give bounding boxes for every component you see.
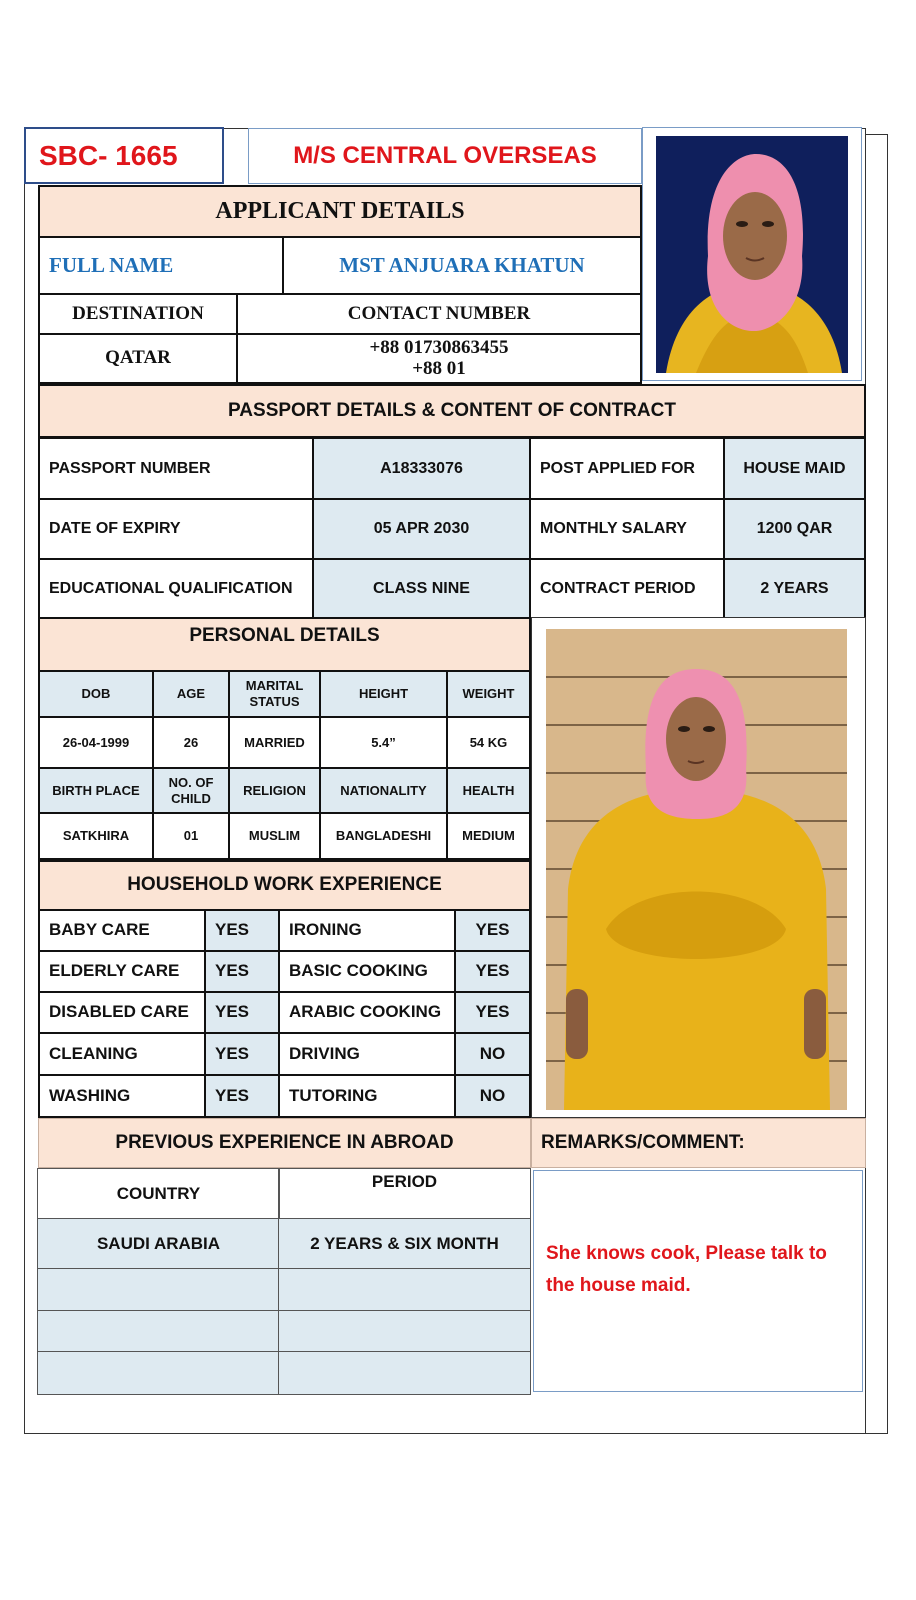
ref-code-box: SBC- 1665 — [24, 127, 224, 184]
destination-value: QATAR — [38, 333, 238, 384]
skill-tutoring: TUTORING — [278, 1074, 456, 1118]
skill-basic-cooking: BASIC COOKING — [278, 950, 456, 993]
destination-label: DESTINATION — [38, 293, 238, 335]
skill-basic-cooking-answer: YES — [454, 950, 531, 993]
personal-children-value: 01 — [152, 812, 230, 860]
personal-header-age: AGE — [152, 670, 230, 718]
personal-weight-value: 54 KG — [446, 716, 531, 769]
contact-number-1: +88 01730863455 — [369, 336, 509, 358]
personal-health-value: MEDIUM — [446, 812, 531, 860]
skill-arabic-cooking-answer: YES — [454, 991, 531, 1034]
contract-period-label: CONTRACT PERIOD — [529, 558, 725, 619]
abroad-empty-row — [278, 1351, 531, 1395]
personal-header-birthplace: BIRTH PLACE — [38, 767, 154, 814]
contact-number-label: CONTACT NUMBER — [236, 293, 642, 335]
personal-header-weight: WEIGHT — [446, 670, 531, 718]
applicant-details-title: APPLICANT DETAILS — [38, 185, 642, 238]
skill-elderly-care-answer: YES — [204, 950, 280, 993]
personal-height-value: 5.4” — [319, 716, 448, 769]
passport-number-value: A18333076 — [312, 437, 531, 500]
skill-baby-care-answer: YES — [204, 909, 280, 952]
education-label: EDUCATIONAL QUALIFICATION — [38, 558, 314, 619]
personal-details-title: PERSONAL DETAILS — [38, 617, 531, 672]
abroad-empty-row — [278, 1310, 531, 1353]
post-applied-label: POST APPLIED FOR — [529, 437, 725, 500]
expiry-value: 05 APR 2030 — [312, 498, 531, 560]
abroad-period-1: 2 YEARS & SIX MONTH — [278, 1218, 531, 1270]
contract-period-value: 2 YEARS — [723, 558, 866, 619]
personal-age-value: 26 — [152, 716, 230, 769]
abroad-empty-row — [278, 1268, 531, 1312]
skill-cleaning: CLEANING — [38, 1032, 206, 1076]
skill-driving: DRIVING — [278, 1032, 456, 1076]
household-section-title: HOUSEHOLD WORK EXPERIENCE — [38, 860, 531, 911]
personal-header-children: NO. OF CHILD — [152, 767, 230, 814]
salary-label: MONTHLY SALARY — [529, 498, 725, 560]
abroad-period-header: PERIOD — [278, 1168, 531, 1220]
abroad-empty-row — [37, 1310, 280, 1353]
skill-arabic-cooking: ARABIC COOKING — [278, 991, 456, 1034]
skill-ironing: IRONING — [278, 909, 456, 952]
remarks-text: She knows cook, Please talk to the house maid. — [546, 1243, 827, 1296]
skill-baby-care: BABY CARE — [38, 909, 206, 952]
skill-disabled-care-answer: YES — [204, 991, 280, 1034]
expiry-label: DATE OF EXPIRY — [38, 498, 314, 560]
abroad-empty-row — [37, 1351, 280, 1395]
personal-dob-value: 26-04-1999 — [38, 716, 154, 769]
post-applied-value: HOUSE MAID — [723, 437, 866, 500]
personal-birthplace-value: SATKHIRA — [38, 812, 154, 860]
skill-elderly-care: ELDERLY CARE — [38, 950, 206, 993]
personal-nationality-value: BANGLADESHI — [319, 812, 448, 860]
full-body-photo — [546, 629, 847, 1110]
skill-ironing-answer: YES — [454, 909, 531, 952]
passport-section-title: PASSPORT DETAILS & CONTENT OF CONTRACT — [38, 384, 866, 438]
contact-number-2: +88 01 — [412, 357, 466, 379]
personal-marital-value: MARRIED — [228, 716, 321, 769]
skill-tutoring-answer: NO — [454, 1074, 531, 1118]
skill-disabled-care: DISABLED CARE — [38, 991, 206, 1034]
education-value: CLASS NINE — [312, 558, 531, 619]
passport-number-label: PASSPORT NUMBER — [38, 437, 314, 500]
abroad-country-header: COUNTRY — [37, 1168, 280, 1220]
abroad-country-1: SAUDI ARABIA — [37, 1218, 280, 1270]
personal-header-health: HEALTH — [446, 767, 531, 814]
personal-header-height: HEIGHT — [319, 670, 448, 718]
personal-religion-value: MUSLIM — [228, 812, 321, 860]
personal-header-dob: DOB — [38, 670, 154, 718]
remarks-label: REMARKS/COMMENT: — [531, 1118, 866, 1168]
passport-photo — [656, 136, 848, 373]
abroad-section-title: PREVIOUS EXPERIENCE IN ABROAD — [38, 1118, 531, 1168]
personal-header-religion: RELIGION — [228, 767, 321, 814]
full-name-value: MST ANJUARA KHATUN — [282, 236, 642, 295]
agency-name: M/S CENTRAL OVERSEAS — [248, 128, 642, 184]
skill-cleaning-answer: YES — [204, 1032, 280, 1076]
abroad-empty-row — [37, 1268, 280, 1312]
personal-header-nationality: NATIONALITY — [319, 767, 448, 814]
contact-number-value — [236, 333, 642, 384]
salary-value: 1200 QAR — [723, 498, 866, 560]
skill-washing-answer: YES — [204, 1074, 280, 1118]
personal-header-marital: MARITAL STATUS — [228, 670, 321, 718]
skill-driving-answer: NO — [454, 1032, 531, 1076]
skill-washing: WASHING — [38, 1074, 206, 1118]
full-name-label: FULL NAME — [38, 236, 284, 295]
page-frame-shadow — [866, 134, 888, 1434]
